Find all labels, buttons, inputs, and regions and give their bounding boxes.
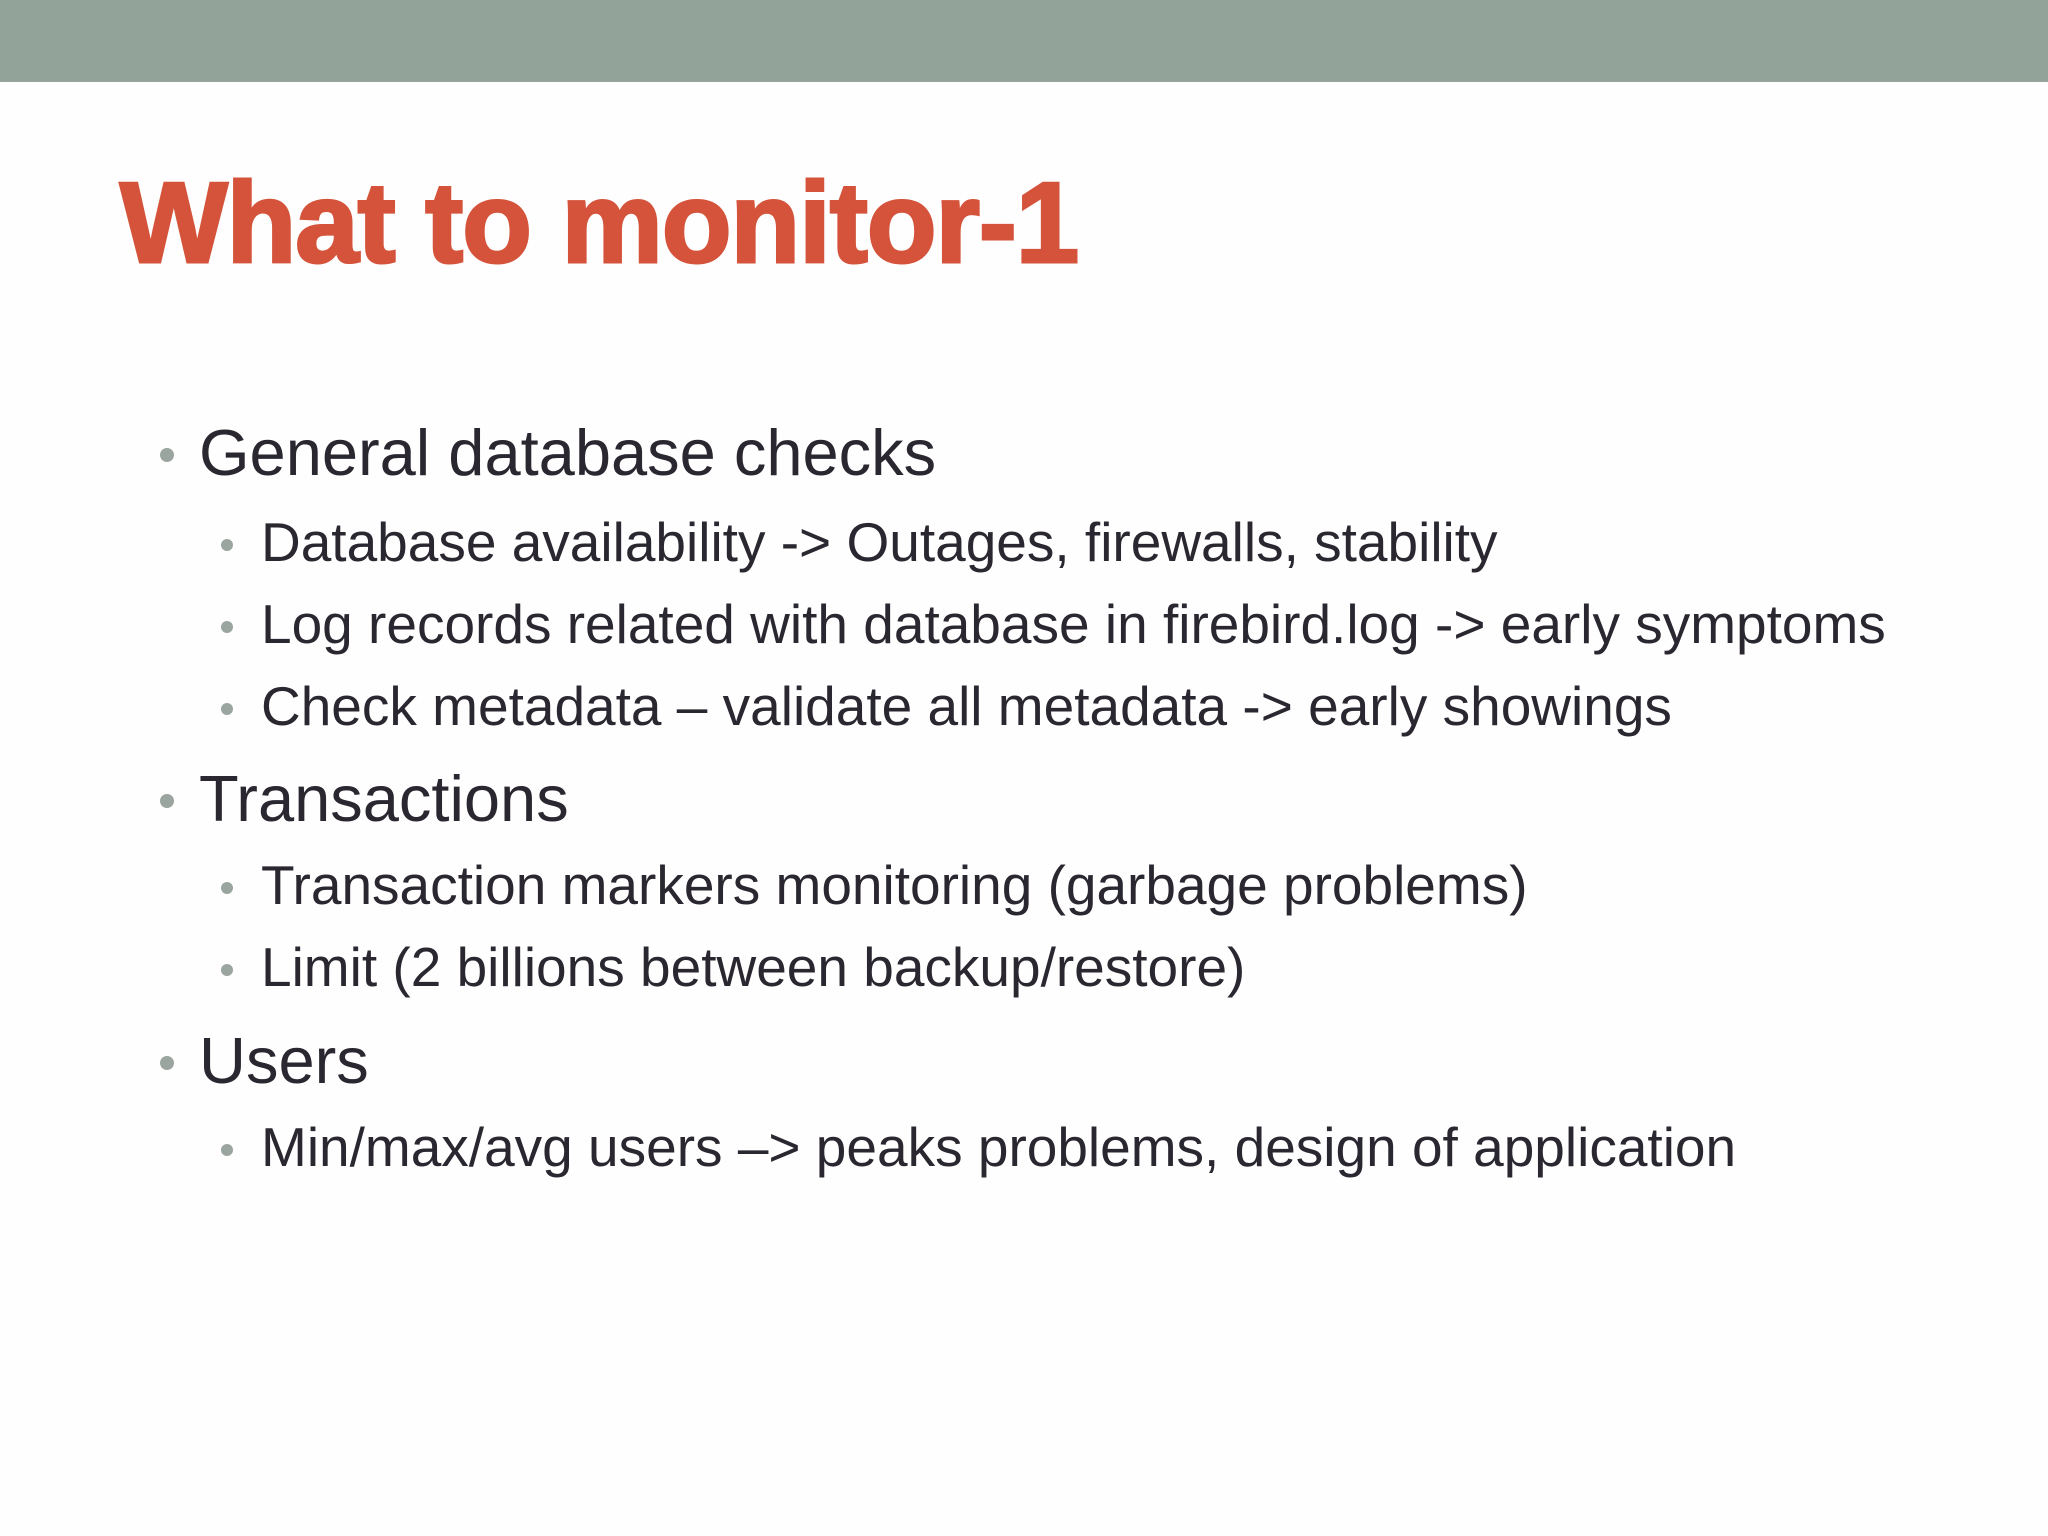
bullet-icon [221, 1144, 233, 1156]
list-item-text: Check metadata – validate all metadata -> early showings [261, 675, 1672, 737]
header-bar [0, 0, 2048, 82]
bullet-icon [160, 1056, 174, 1070]
list-item [261, 854, 1528, 916]
section-heading-text: General database checks [199, 416, 937, 489]
section-heading-general [199, 416, 937, 489]
list-item [261, 675, 1672, 737]
bullet-icon [221, 882, 233, 894]
bullet-icon [221, 621, 233, 633]
list-item [261, 936, 1246, 998]
bullet-icon [221, 703, 233, 715]
section-heading-users [199, 1024, 369, 1097]
list-item-text: Transaction markers monitoring (garbage problems) [261, 854, 1528, 916]
bullet-icon [160, 794, 174, 808]
section-heading-text: Users [199, 1024, 369, 1097]
list-item-text: Log records related with database in firebird.log -> early symptoms [261, 593, 1886, 655]
list-item [261, 511, 1498, 573]
list-item-text: Limit (2 billions between backup/restore) [261, 936, 1246, 998]
bullet-icon [160, 448, 174, 462]
list-item [261, 593, 1886, 655]
bullet-icon [221, 539, 233, 551]
bullet-icon [221, 964, 233, 976]
section-heading-transactions [199, 762, 569, 835]
list-item-text: Database availability -> Outages, firewalls, stability [261, 511, 1498, 573]
list-item [261, 1116, 1737, 1178]
list-item-text: Min/max/avg users –> peaks problems, design of application [261, 1116, 1737, 1178]
slide-title: What to monitor-1 [120, 160, 1079, 287]
section-heading-text: Transactions [199, 762, 569, 835]
